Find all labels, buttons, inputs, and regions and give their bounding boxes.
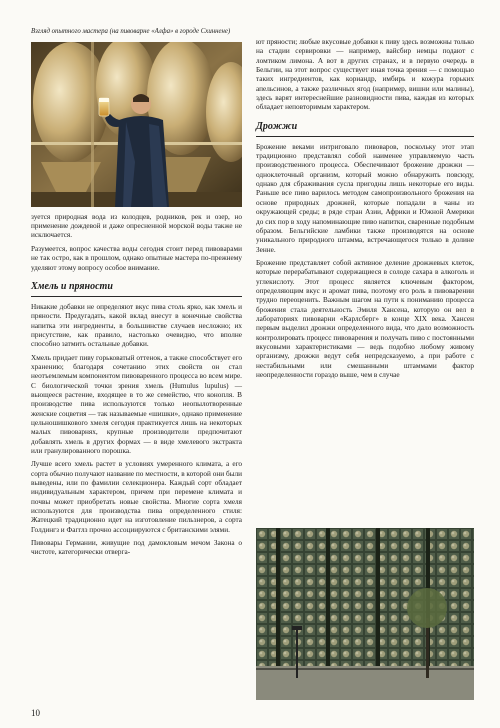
paragraph: ют пряности; любые вкусовые добавки к пиву здесь возможны только на стадии сервировки — например, вайсбир немцы подают с ломтиком лимона. А вот в других странах, и в первую очередь в Бельгии, на этот вопрос существует иная точка зрения — с помощью таких ингредиентов, как кориандр, имбирь и кожура горьких апельсинов, а также различных ягод (например, вишни или малины), здесь варят интереснейшие разновидности пива, каждая из которых обладает неповторимым характером. [256, 38, 474, 112]
brewery-building-photo [256, 528, 474, 700]
paragraph: Хмель придает пиву горьковатый оттенок, а также способствует его хранению; благодаря сочетанию этих свойств он стал неотъемлемым компонентом пивоваренного процесса во всем мире. С биологической точки зрения хмель (Humulus lupulus) — вьющееся растение, входящее в то же семейство, что конопля. В производстве пива используются только неопылотворенные женские соцветия — так называемые «шишки», однако применение цельношишкового хмеля сегодня практикуется лишь на некоторых малых пивоварнях, крупные производители предпочитают добавлять хмель в других формах — в виде хмелевого экстракта или гранулированного порошка. [31, 353, 242, 456]
page-number: 10 [31, 708, 40, 718]
brewmaster-photo [31, 42, 242, 207]
paragraph: Разумеется, вопрос качества воды сегодня стоит перед пивоварами не так остро, как в прошлом, однако опытные мастера по-прежнему уделяют этому вопросу особое внимание. [31, 244, 242, 272]
section-heading-hops: Хмель и пряности [31, 281, 242, 297]
left-column [31, 28, 242, 562]
paragraph: Лучше всего хмель растет в условиях умеренного климата, а его сорта обычно получают название по местности, в которой они были выведены, или по фамилии селекционера. Каждый сорт обладает индивидуальным характером, причем при перемене климата и почвы может приобретать новые свойства. Многие сорта хмеля используются для производства пива определенного стиля: Жатецкий традиционно идет на изготовление пильзнеров, а сорта Голдингз и Фагглз прочно ассоциируются с британскими элями. [31, 460, 243, 534]
paragraph: зуется природная вода из колодцев, родников, рек и озер, но применение дождевой и даже опресненной морской воды также не исключается. [31, 212, 242, 240]
paragraph: Никакие добавки не определяют вкус пива столь ярко, как хмель и пряности. Предугадать, какой вклад внесут в конечные свойства напитка эти ингредиенты, в большинстве случаев несложно; их присутствие, как правило, настолько очевидно, что вполне способно затмить остальные добавки. [31, 302, 242, 349]
paragraph: Брожение представляет собой активное деление дрожжевых клеток, которые перерабатывают содержащиеся в солоде сахара в алкоголь и углекислоту. Этот процесс является ключевым фактором, определяющим вкус и аромат пива, поэтому его роль в пивоварении трудно переоценить. Важным шагом на пути к пониманию процесса брожения стала деятельность Эмиля Хансена, которую он вел в лабораториях пивоварни «Карлсберг» в конце XIX века. Хансен первым выделил дрожжи определенного вида, что дало возможность контролировать процесс пивоварения и получать пиво с постоянными вкусовыми характеристиками — ведь подобно любому живому организму, дрожжи ведут себя непредсказуемо, а при работе с нестабильными или смешанными штаммами фактор неопределенности гораздо выше, чем в случае [256, 258, 474, 379]
paragraph: Пивовары Германии, живущие под дамокловым мечом Закона о чистоте, категорически отверга- [31, 539, 242, 557]
photo-caption: Взгляд опытного мастера (на пивоварне «Алфа» в городе Схиннене) [31, 28, 231, 35]
paragraph: Брожение веками интриговало пивоваров, поскольку этот этап традиционно представлял собой наименее управляемую часть производственного процесса. Обеспечивают брожение дрожжи — одноклеточный организм, который можно обнаружить повсюду, однако для сбраживания сусла пригодны лишь некоторые его виды. Раньше все пиво варилось методом самопроизвольного брожения на основе природных дрожжей, которые попадали в чаны из окружающей среды; в ряде стран Азии, Африки и Южной Америки до сих пор в ходу напоминающие пиво напитки, сваренные подобным образом. Бельгийские ламбики также производятся на основе уникального природного штамма, встречающегося только в долине Зенне. [256, 142, 474, 254]
right-column [256, 38, 474, 384]
section-heading-yeast: Дрожжи [256, 121, 474, 137]
